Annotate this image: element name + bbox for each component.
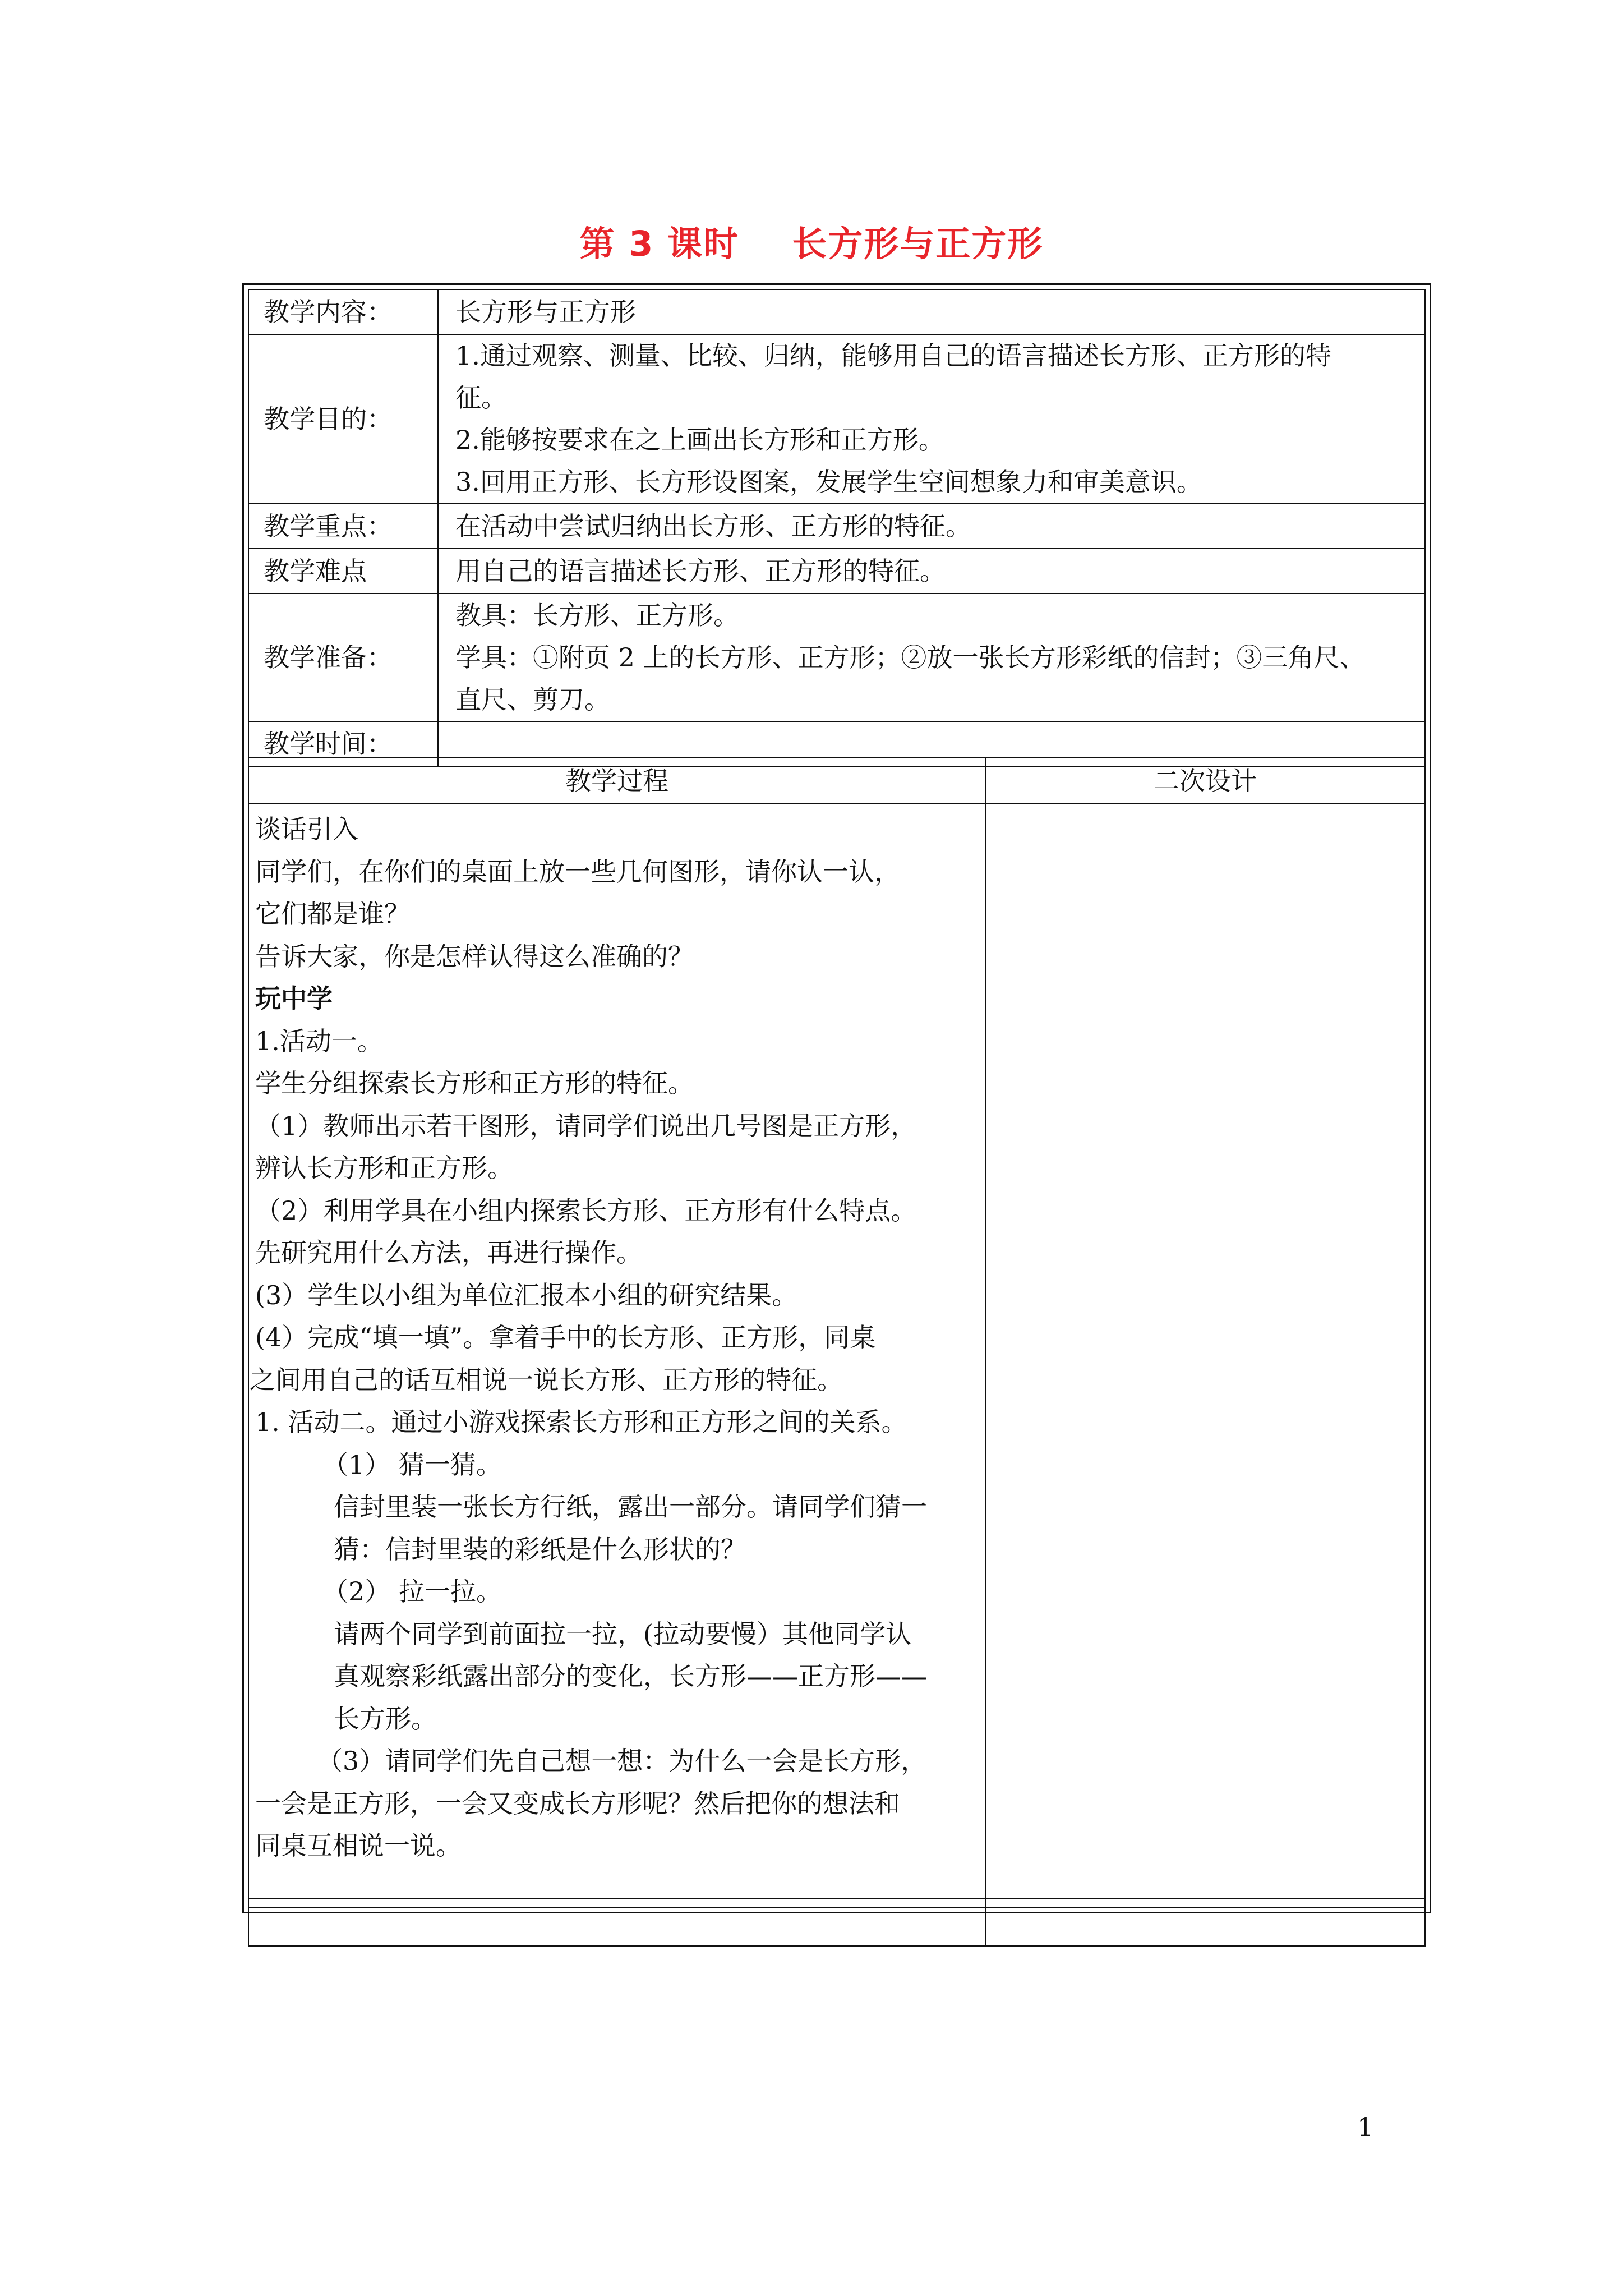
empty-cell [248, 1899, 985, 1946]
process-line: 猜：信封里装的彩纸是什么形状的？ [334, 1534, 746, 1565]
key-value: 在活动中尝试归纳出长方形、正方形的特征。 [438, 504, 1425, 549]
goal-line: 1.通过观察、测量、比较、归纳，能够用自己的语言描述长方形、正方形的特 [455, 341, 1331, 371]
goal-label: 教学目的： [248, 334, 438, 504]
table-row [248, 593, 1425, 721]
process-line: 辨认长方形和正方形。 [255, 1153, 513, 1183]
goal-line: 征。 [455, 383, 507, 413]
table-row [248, 804, 1425, 1899]
process-table [248, 757, 1426, 1947]
redesign-header: 二次设计 [985, 758, 1425, 804]
prep-line: 直尺、剪刀。 [455, 684, 610, 715]
lesson-info-table [248, 289, 1426, 767]
process-line: （1）教师出示若干图形，请同学们说出几号图是正方形， [255, 1110, 917, 1141]
process-line: 1.活动一。 [255, 1025, 383, 1056]
process-line: 长方形。 [334, 1703, 437, 1734]
process-line: 先研究用什么方法，再进行操作。 [255, 1237, 642, 1268]
process-line: 真观察彩纸露出部分的变化，长方形——正方形—— [334, 1661, 927, 1691]
process-line: (4）完成“填一填”。拿着手中的长方形、正方形，同桌 [255, 1322, 876, 1352]
process-line: 同桌互相说一说。 [255, 1830, 462, 1861]
process-line: 信封里装一张长方行纸，露出一部分。请同学们猜一 [334, 1492, 927, 1522]
process-line: （1） 猜一猜。 [322, 1449, 502, 1480]
prep-line: 学具：①附页 2 上的长方形、正方形；②放一张长方形彩纸的信封；③三角尺、 [455, 642, 1366, 673]
page-number: 1 [1357, 2112, 1374, 2142]
process-line: （2）利用学具在小组内探索长方形、正方形有什么特点。 [255, 1195, 917, 1226]
process-line: 谈话引入 [255, 814, 358, 844]
empty-cell [985, 1899, 1425, 1946]
process-line: 之间用自己的话互相说一说长方形、正方形的特征。 [250, 1364, 843, 1395]
process-line: 同学们，在你们的桌面上放一些几何图形，请你认一认， [255, 856, 900, 887]
process-line: 告诉大家，你是怎样认得这么准确的？ [255, 941, 694, 972]
time-label: 教学时间： [248, 721, 438, 766]
table-row [248, 549, 1425, 593]
goal-line: 3.回用正方形、长方形设图案，发展学生空间想象力和审美意识。 [455, 467, 1202, 497]
process-line: 一会是正方形，一会又变成长方形呢？然后把你的想法和 [255, 1788, 900, 1819]
process-body [248, 804, 985, 1899]
process-line: 它们都是谁？ [255, 899, 410, 929]
process-line: 学生分组探索长方形和正方形的特征。 [255, 1068, 694, 1098]
difficulty-value: 用自己的语言描述长方形、正方形的特征。 [438, 549, 1425, 593]
process-header: 教学过程 [248, 758, 985, 804]
page-title: 第 3 课时 长方形与正方形 [579, 223, 1044, 264]
table-row [248, 758, 1425, 804]
table-row [248, 1899, 1425, 1946]
content-label: 教学内容： [248, 289, 438, 334]
table-row [248, 289, 1425, 334]
process-line: （3）请同学们先自己想一想：为什么一会是长方形， [317, 1746, 927, 1776]
table-row [248, 334, 1425, 504]
content-value: 长方形与正方形 [438, 289, 1425, 334]
process-section-heading: 玩中学 [255, 983, 333, 1014]
goal-value [438, 334, 1425, 504]
redesign-body [985, 804, 1425, 1899]
prep-line: 教具：长方形、正方形。 [455, 600, 739, 631]
prep-label: 教学准备： [248, 593, 438, 721]
process-line: (3）学生以小组为单位汇报本小组的研究结果。 [255, 1280, 798, 1310]
goal-line: 2.能够按要求在之上画出长方形和正方形。 [455, 425, 944, 455]
difficulty-label: 教学难点 [248, 549, 438, 593]
process-line: 1. 活动二。通过小游戏探索长方形和正方形之间的关系。 [255, 1407, 907, 1437]
table-row [248, 504, 1425, 549]
process-line: （2） 拉一拉。 [322, 1576, 502, 1607]
prep-value [438, 593, 1425, 721]
process-line: 请两个同学到前面拉一拉，(拉动要慢）其他同学认 [334, 1618, 911, 1649]
key-label: 教学重点： [248, 504, 438, 549]
